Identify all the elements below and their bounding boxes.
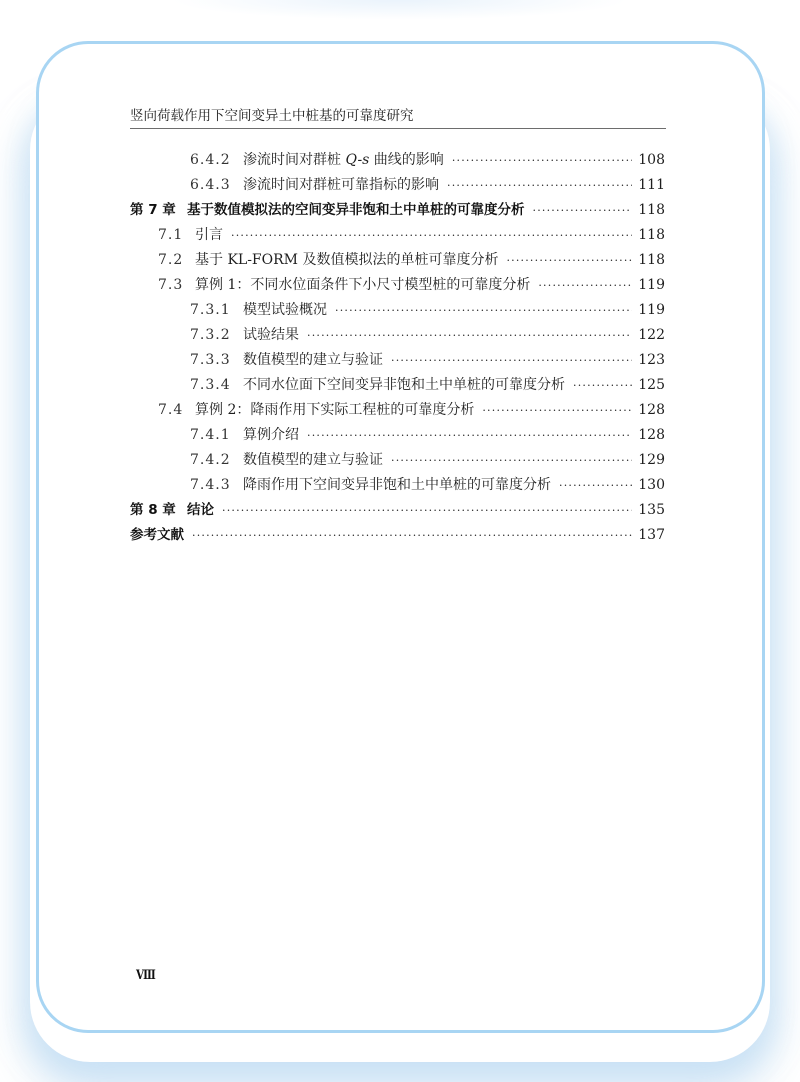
page-number: 137	[638, 527, 665, 543]
section-number: 7.3.1	[190, 302, 231, 318]
section-number: 7.1	[158, 227, 184, 243]
leader-dots	[391, 348, 632, 373]
toc-entry-7-2[interactable]	[158, 248, 665, 273]
section-title: 数值模型的建立与验证	[243, 352, 383, 368]
leader-dots	[391, 448, 632, 473]
section-number: 6.4.3	[190, 177, 231, 193]
section-number: 7.3.3	[190, 352, 231, 368]
section-number: 7.4.3	[190, 477, 231, 493]
section-title: 数值模型的建立与验证	[243, 452, 383, 468]
chapter-number: 第 7 章	[130, 202, 176, 218]
section-number: 7.3.2	[190, 327, 231, 343]
leader-dots	[307, 423, 632, 448]
leader-dots	[231, 223, 632, 248]
section-title: 降雨作用下空间变异非饱和土中单桩的可靠度分析	[243, 477, 551, 493]
chapter-title: 结论	[187, 502, 214, 518]
page-number: 108	[638, 152, 665, 168]
leader-dots	[335, 298, 632, 323]
page-number: 119	[638, 277, 665, 293]
toc-entry-7-4-3[interactable]	[190, 473, 665, 498]
section-number: 7.4.1	[190, 427, 231, 443]
toc-entry-7-4[interactable]	[158, 398, 665, 423]
page-number: 118	[638, 252, 665, 268]
leader-dots	[452, 148, 632, 173]
page-number: 122	[638, 327, 665, 343]
page-number: 118	[638, 227, 665, 243]
page-number: 118	[638, 202, 665, 218]
toc-entry-7-1[interactable]	[158, 223, 665, 248]
leader-dots	[307, 323, 632, 348]
toc-entry-chapter-7[interactable]	[130, 198, 665, 223]
header-rule	[130, 128, 666, 129]
page-number: 111	[638, 177, 665, 193]
section-title: 算例 1：不同水位面条件下小尺寸模型桩的可靠度分析	[195, 277, 531, 293]
page-number: 129	[638, 452, 665, 468]
toc-entry-6-4-2[interactable]	[190, 148, 665, 173]
section-title: 算例 2：降雨作用下实际工程桩的可靠度分析	[195, 402, 475, 418]
section-title: 引言	[195, 227, 223, 243]
chapter-title: 基于数值模拟法的空间变异非饱和土中单桩的可靠度分析	[187, 202, 525, 218]
toc-entry-7-3[interactable]	[158, 273, 665, 298]
section-title: 渗流时间对群桩 Q-s 曲线的影响	[243, 152, 444, 168]
toc-entry-7-3-3[interactable]	[190, 348, 665, 373]
toc-entry-7-3-1[interactable]	[190, 298, 665, 323]
section-title: 渗流时间对群桩可靠指标的影响	[243, 177, 439, 193]
toc-entry-references[interactable]	[130, 523, 665, 548]
top-glow	[170, 0, 630, 20]
page-number: 128	[638, 402, 665, 418]
page-folio: Ⅷ	[136, 968, 155, 983]
toc-entry-chapter-8[interactable]	[130, 498, 665, 523]
page-number: 130	[638, 477, 665, 493]
section-title: 基于 KL-FORM 及数值模拟法的单桩可靠度分析	[195, 252, 499, 268]
page-number: 128	[638, 427, 665, 443]
section-title: 不同水位面下空间变异非饱和土中单桩的可靠度分析	[243, 377, 565, 393]
leader-dots	[538, 273, 632, 298]
chapter-number: 第 8 章	[130, 502, 176, 518]
section-number: 6.4.2	[190, 152, 231, 168]
leader-dots	[447, 173, 632, 198]
toc-entry-7-4-2[interactable]	[190, 448, 665, 473]
section-title: 试验结果	[243, 327, 299, 343]
toc-entry-7-3-2[interactable]	[190, 323, 665, 348]
leader-dots	[533, 198, 633, 223]
section-title: 算例介绍	[243, 427, 299, 443]
section-number: 7.4	[158, 402, 184, 418]
references-title: 参考文献	[130, 527, 184, 543]
page-number: 125	[638, 377, 665, 393]
section-title: 模型试验概况	[243, 302, 327, 318]
running-header: 竖向荷载作用下空间变异土中桩基的可靠度研究	[130, 108, 414, 124]
section-number: 7.3	[158, 277, 184, 293]
section-number: 7.2	[158, 252, 184, 268]
leader-dots	[559, 473, 632, 498]
leader-dots	[506, 248, 632, 273]
leader-dots	[573, 373, 632, 398]
toc-entry-7-4-1[interactable]	[190, 423, 665, 448]
section-number: 7.4.2	[190, 452, 231, 468]
toc-entry-6-4-3[interactable]	[190, 173, 665, 198]
page-number: 119	[638, 302, 665, 318]
page-number: 123	[638, 352, 665, 368]
toc-entry-7-3-4[interactable]	[190, 373, 665, 398]
leader-dots	[222, 498, 632, 523]
page-number: 135	[638, 502, 665, 518]
leader-dots	[482, 398, 632, 423]
section-number: 7.3.4	[190, 377, 231, 393]
leader-dots	[192, 523, 632, 548]
